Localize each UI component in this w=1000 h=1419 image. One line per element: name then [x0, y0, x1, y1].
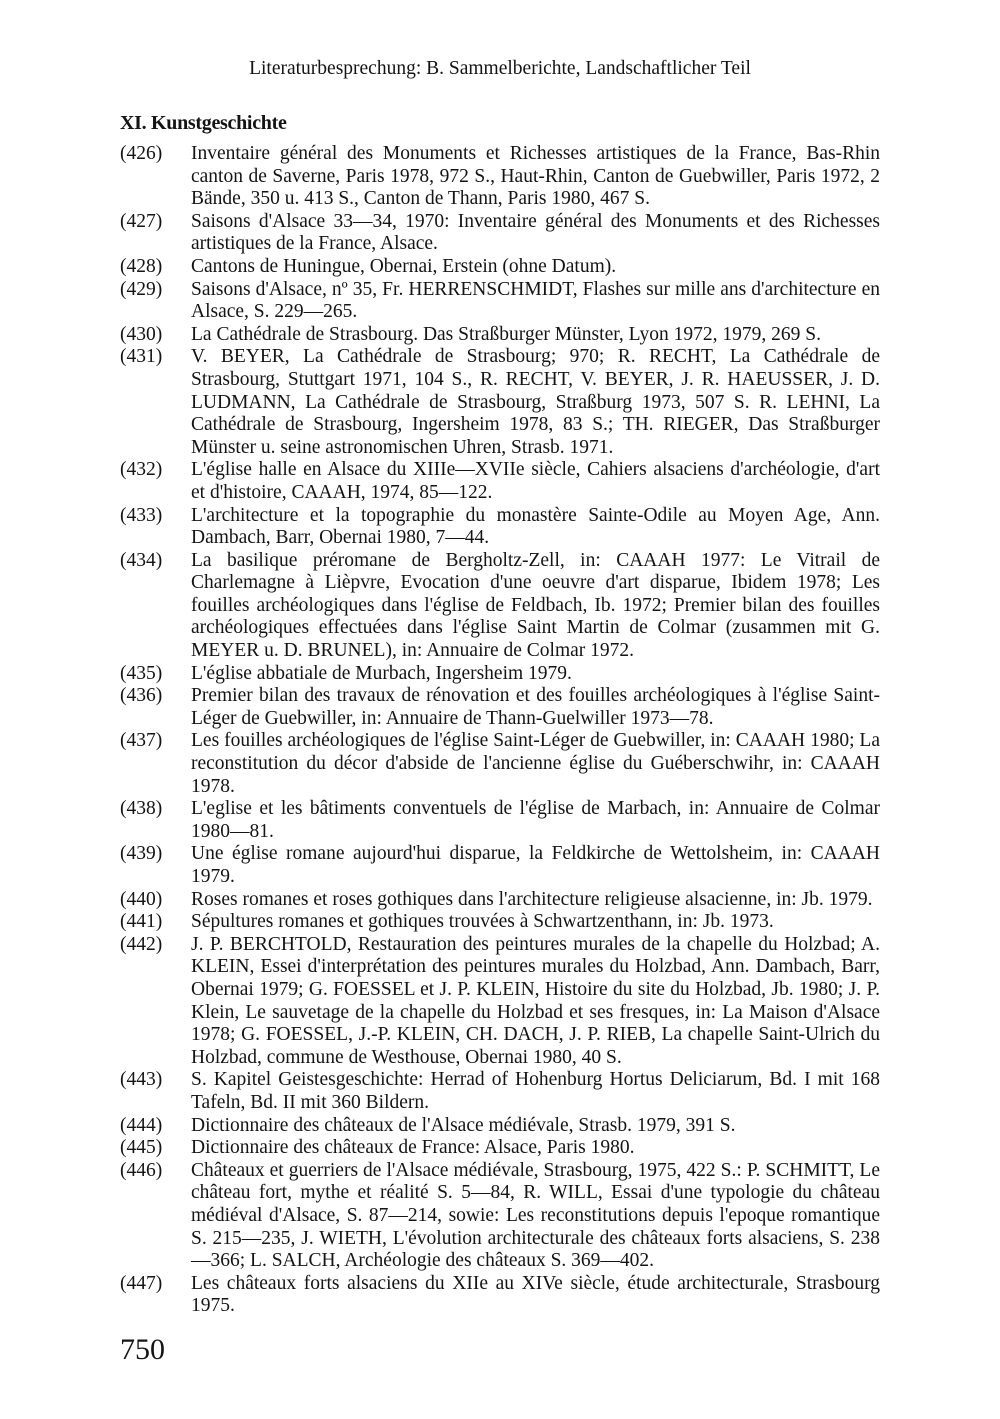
- entry-text: L'architecture et la topographie du monastère Sainte-Odile au Moyen Age, Ann. Dambach, Barr, Obernai 1980, 7—44.: [191, 504, 880, 549]
- bibliography-entry: [120, 1137, 880, 1160]
- entry-text: Les châteaux forts alsaciens du XIIe au XIVe siècle, étude architecturale, Strasbourg 1975.: [191, 1272, 880, 1317]
- entry-text: S. Kapitel Geistesgeschichte: Herrad of Hohenburg Hortus Deliciarum, Bd. I mit 168 Tafeln, Bd. II mit 360 Bildern.: [191, 1069, 880, 1113]
- entry-text: L'église abbatiale de Murbach, Ingersheim 1979.: [191, 662, 572, 684]
- bibliography-list: [120, 143, 880, 1318]
- bibliography-entry: [120, 1115, 880, 1138]
- bibliography-entry: [120, 1069, 880, 1114]
- entry-text: Sépultures romanes et gothiques trouvées à Schwartzenthann, in: Jb. 1973.: [191, 911, 774, 933]
- bibliography-entry: [120, 934, 880, 1070]
- bibliography-entry: [120, 798, 880, 843]
- entry-text: Dictionnaire des châteaux de l'Alsace médiévale, Strasb. 1979, 391 S.: [191, 1114, 736, 1136]
- bibliography-entry: [120, 889, 880, 912]
- entry-text: V. BEYER, La Cathédrale de Strasbourg; 970; R. RECHT, La Cathédrale de Strasbourg, Stuttgart 1971, 104 S., R. RECHT, V. BEYER, J. R. HAEUSSER, J. D. LUDMANN, La Cathédrale de Strasbourg, Straßburg 1973, 507 S. R. LEHNI, La Cathédrale de Strasbourg, Ingersheim 1978, 83 S.; TH. RIEGER, Das Straßburger Münster u. seine astronomischen Uhren, Strasb. 1971.: [191, 346, 880, 458]
- entry-text: Une église romane aujourd'hui disparue, la Feldkirche de Wettolsheim, in: CAAAH 1979.: [191, 843, 880, 887]
- bibliography-entry: [120, 505, 880, 550]
- entry-text: J. P. BERCHTOLD, Restauration des peintures murales de la chapelle du Holzbad; A. KLEIN, Essei d'interprétation des peintures murales du Holzbad, Ann. Dambach, Barr, Obernai 1979; G. FOESSEL et J. P. KLEIN, Histoire du site du Holzbad, Jb. 1980; J. P. Klein, Le sauvetage de la chapelle du Holzbad et ses fresques, in: La Maison d'Alsace 1978; G. FOESSEL, J.-P. KLEIN, CH. DACH, J. P. RIEB, La chapelle Saint-Ulrich du Holzbad, commune de Westhouse, Obernai 1980, 40 S.: [191, 933, 880, 1068]
- bibliography-entry: [120, 1273, 880, 1318]
- entry-text: La Cathédrale de Strasbourg. Das Straßburger Münster, Lyon 1972, 1979, 269 S.: [191, 323, 821, 345]
- bibliography-entry: [120, 685, 880, 730]
- entry-number: (443): [120, 1069, 163, 1091]
- entry-number: (436): [120, 685, 163, 707]
- entry-number: (438): [120, 798, 163, 820]
- entry-number: (446): [120, 1159, 163, 1181]
- entry-text: Premier bilan des travaux de rénovation et des fouilles archéologiques à l'église Saint-Léger de Guebwiller, in: Annuaire de Thann-Guelwiller 1973—78.: [191, 685, 880, 729]
- entry-number: (447): [120, 1272, 163, 1294]
- bibliography-entry: [120, 346, 880, 459]
- entry-number: (435): [120, 662, 163, 684]
- entry-number: (433): [120, 504, 163, 526]
- bibliography-entry: [120, 550, 880, 663]
- entry-number: (441): [120, 911, 163, 933]
- entry-number: (434): [120, 549, 163, 571]
- entry-text: L'eglise et les bâtiments conventuels de l'église de Marbach, in: Annuaire de Colmar 1980—81.: [191, 798, 880, 842]
- bibliography-entry: [120, 911, 880, 934]
- entry-text: Les fouilles archéologiques de l'église Saint-Léger de Guebwiller, in: CAAAH 1980; La reconstitution du décor d'abside de l'ancienne église du Guéberschwihr, in: CAAAH 1978.: [191, 730, 880, 797]
- entry-text: Cantons de Huningue, Obernai, Erstein (ohne Datum).: [191, 255, 617, 277]
- bibliography-entry: [120, 730, 880, 798]
- entry-number: (444): [120, 1114, 163, 1136]
- entry-number: (437): [120, 730, 163, 752]
- entry-number: (440): [120, 888, 163, 910]
- entry-number: (430): [120, 323, 163, 345]
- entry-number: (428): [120, 255, 163, 277]
- entry-number: (432): [120, 459, 163, 481]
- bibliography-entry: [120, 211, 880, 256]
- entry-number: (426): [120, 143, 163, 164]
- page-number: 750: [120, 1333, 165, 1366]
- entry-number: (445): [120, 1137, 163, 1159]
- bibliography-entry: [120, 1160, 880, 1273]
- bibliography-entry: [120, 843, 880, 888]
- entry-number: (439): [120, 843, 163, 865]
- bibliography-entry: [120, 324, 880, 347]
- entry-text: Châteaux et guerriers de l'Alsace médiévale, Strasbourg, 1975, 422 S.: P. SCHMITT, Le château fort, mythe et réalité S. 5—84, R. WILL, Essai d'une typologie du château médiéval d'Alsace, S. 87—214, sowie: Les reconstitutions depuis l'epoque romantique S. 215—235, J. WIETH, L'évolution architecturale des châteaux forts alsaciens, S. 238—366; L. SALCH, Archéologie des châteaux S. 369—402.: [191, 1159, 880, 1272]
- entry-text: Dictionnaire des châteaux de France: Alsace, Paris 1980.: [191, 1137, 635, 1159]
- entry-number: (442): [120, 933, 163, 955]
- entry-text: Inventaire général des Monuments et Richesses artistiques de la France, Bas-Rhin canton de Saverne, Paris 1978, 972 S., Haut-Rhin, Canton de Guebwiller, Paris 1972, 2 Bände, 350 u. 413 S., Canton de Thann, Paris 1980, 467 S.: [191, 143, 880, 210]
- running-head: Literaturbesprechung: B. Sammelberichte, Landschaftlicher Teil: [249, 58, 751, 79]
- bibliography-entry: [120, 459, 880, 504]
- bibliography-entry: [120, 256, 880, 279]
- entry-text: Saisons d'Alsace, nº 35, Fr. HERRENSCHMIDT, Flashes sur mille ans d'architecture en Alsace, S. 229—265.: [191, 278, 880, 323]
- entry-text: Saisons d'Alsace 33—34, 1970: Inventaire général des Monuments et des Richesses artistiques de la France, Alsace.: [191, 210, 880, 255]
- bibliography-entry: [120, 663, 880, 686]
- entry-number: (427): [120, 210, 163, 232]
- bibliography-entry: [120, 279, 880, 324]
- entry-number: (431): [120, 346, 163, 368]
- section-title: XI. Kunstgeschichte: [120, 112, 287, 134]
- entry-text: L'église halle en Alsace du XIIIe—XVIIe siècle, Cahiers alsaciens d'archéologie, d'art et d'histoire, CAAAH, 1974, 85—122.: [191, 459, 880, 503]
- entry-number: (429): [120, 278, 163, 300]
- bibliography-entry: [120, 143, 880, 211]
- entry-text: La basilique préromane de Bergholtz-Zell, in: CAAAH 1977: Le Vitrail de Charlemagne à Lièpvre, Evocation d'une oeuvre d'art disparue, Ibidem 1978; Les fouilles archéologiques dans l'église de Feldbach, Ib. 1972; Premier bilan des fouilles archéologiques effectuées dans l'église Saint Martin de Colmar (zusammen mit G. MEYER u. D. BRUNEL), in: Annuaire de Colmar 1972.: [191, 549, 880, 662]
- entry-text: Roses romanes et roses gothiques dans l'architecture religieuse alsacienne, in: Jb. 1979.: [191, 888, 873, 910]
